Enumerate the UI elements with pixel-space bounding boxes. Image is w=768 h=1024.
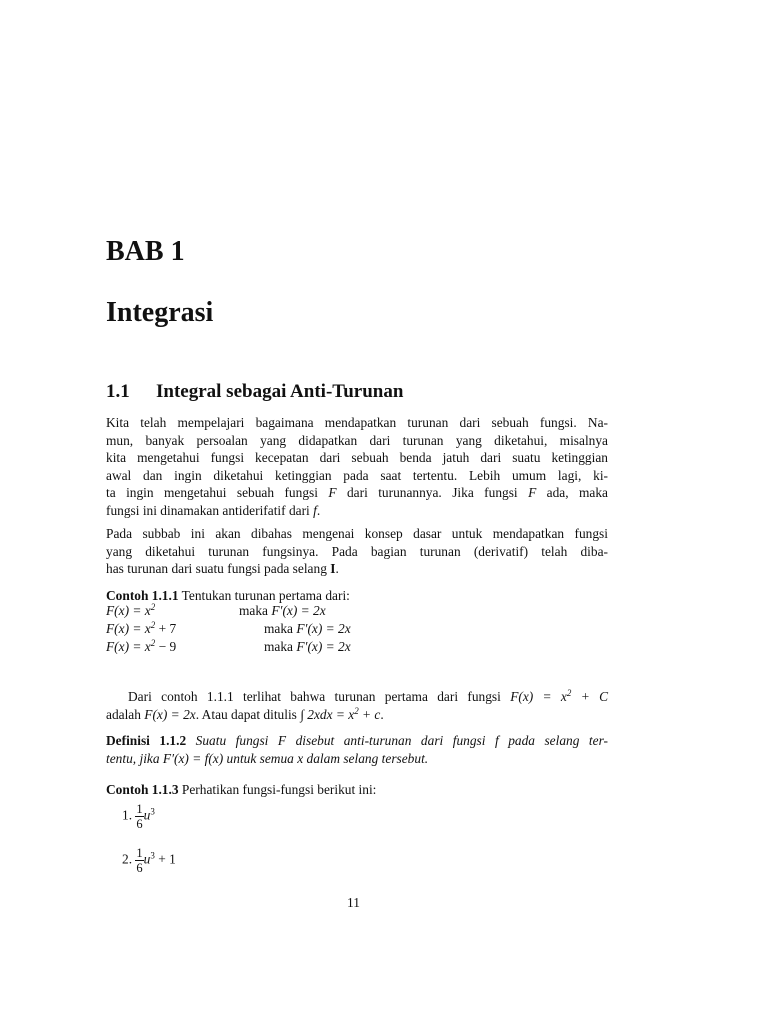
paragraph-line: awal dan ingin diketahui ketinggian pada saat tertentu. Lebih umum lagi, ki- (106, 467, 608, 483)
function-expression: $F(x) = x^2 - 9$ (106, 638, 177, 654)
paragraph-line: has turunan dari suatu fungsi pada selang I. (106, 561, 339, 576)
subbab-paragraph (106, 525, 608, 578)
intro-paragraph (106, 414, 608, 519)
definition-block (106, 732, 608, 767)
list-marker: 2. (122, 851, 133, 867)
derivative-expression: maka F′(x) = 2x (264, 621, 351, 636)
function-expression: $F(x) = x^2 + 7$ (106, 620, 177, 636)
section-number: 1.1 (106, 381, 130, 402)
chapter-title: Integrasi (106, 297, 214, 328)
paragraph-line: Definisi 1.1.2 Suatu fungsi F disebut anti-turunan dari fungsi f pada selang ter- (106, 733, 608, 748)
derivative-expression: maka F′(x) = 2x (239, 603, 326, 618)
fraction: $\frac{1}{6}$ (136, 802, 143, 831)
integral-expression: ∫ $2xdx = x^2 + c$ (300, 705, 381, 722)
example-row (106, 638, 351, 655)
paragraph-line: fungsi ini dinamakan antiderifatif dari f. (106, 502, 321, 518)
example-1-intro: Contoh 1.1.1 Tentukan turunan pertama dari: (106, 588, 350, 603)
paragraph-line: Dari contoh 1.1.1 terlihat bahwa turunan pertama dari fungsi $F(x) = x^2 + C$ (128, 688, 609, 704)
section-title: Integral sebagai Anti-Turunan (156, 381, 404, 402)
list-item: 2. $\frac{1}{6}$ $u^3 + 1$ (122, 846, 176, 875)
example-3-intro: Contoh 1.1.3 Perhatikan fungsi-fungsi berikut ini: (106, 782, 377, 797)
section-heading (106, 381, 403, 403)
list-item: 1. $\frac{1}{6}$ $u^3$ (122, 802, 155, 831)
example-label: Contoh 1.1.1 (106, 588, 179, 603)
paragraph-line: Pada subbab ini akan dibahas mengenai konsep dasar untuk mendapatkan fungsi (106, 526, 608, 541)
paragraph-line: mun, banyak persoalan yang didapatkan dari turunan yang diketahui, misalnya (106, 432, 608, 448)
interval-symbol: I (330, 561, 336, 576)
page-number: 11 (347, 895, 360, 910)
math-var: F (528, 485, 537, 500)
example-row (106, 620, 351, 637)
example-label: Contoh 1.1.3 (106, 782, 179, 797)
math-var: f (313, 502, 317, 518)
paragraph-line: kita mengetahui fungsi kecepatan dari sebuah benda jatuh dari suatu ketinggian (106, 450, 608, 465)
paragraph-line: adalah F(x) = 2x. Atau dapat ditulis ∫ $2xdx = x^2 + c$. (106, 705, 384, 722)
example-row (106, 602, 326, 619)
function-expression: $F(x) = x^2$ (106, 602, 156, 618)
paragraph-line: ta ingin mengetahui sebuah fungsi F dari turunannya. Jika fungsi F ada, maka (106, 485, 608, 500)
math-expression: F(x) = 2x (144, 706, 196, 722)
paragraph-line: yang diketahui turunan fungsinya. Pada bagian turunan (derivatif) telah diba- (106, 543, 608, 559)
chapter-label: BAB 1 (106, 236, 185, 267)
math-var: F (328, 485, 337, 500)
fraction: $\frac{1}{6}$ (136, 846, 143, 875)
paragraph-line: tentu, jika F′(x) = f(x) untuk semua x dalam selang tersebut. (106, 750, 429, 766)
observation-paragraph (106, 688, 608, 723)
math-expression: F′(x) = f(x) (162, 750, 224, 766)
math-expression: $F(x) = x^2 + C$ (510, 688, 609, 704)
list-marker: 1. (122, 807, 133, 823)
paragraph-line: Kita telah mempelajari bagaimana mendapatkan turunan dari sebuah fungsi. Na- (106, 415, 608, 430)
derivative-expression: maka F′(x) = 2x (264, 639, 351, 654)
definition-label: Definisi 1.1.2 (106, 733, 187, 748)
